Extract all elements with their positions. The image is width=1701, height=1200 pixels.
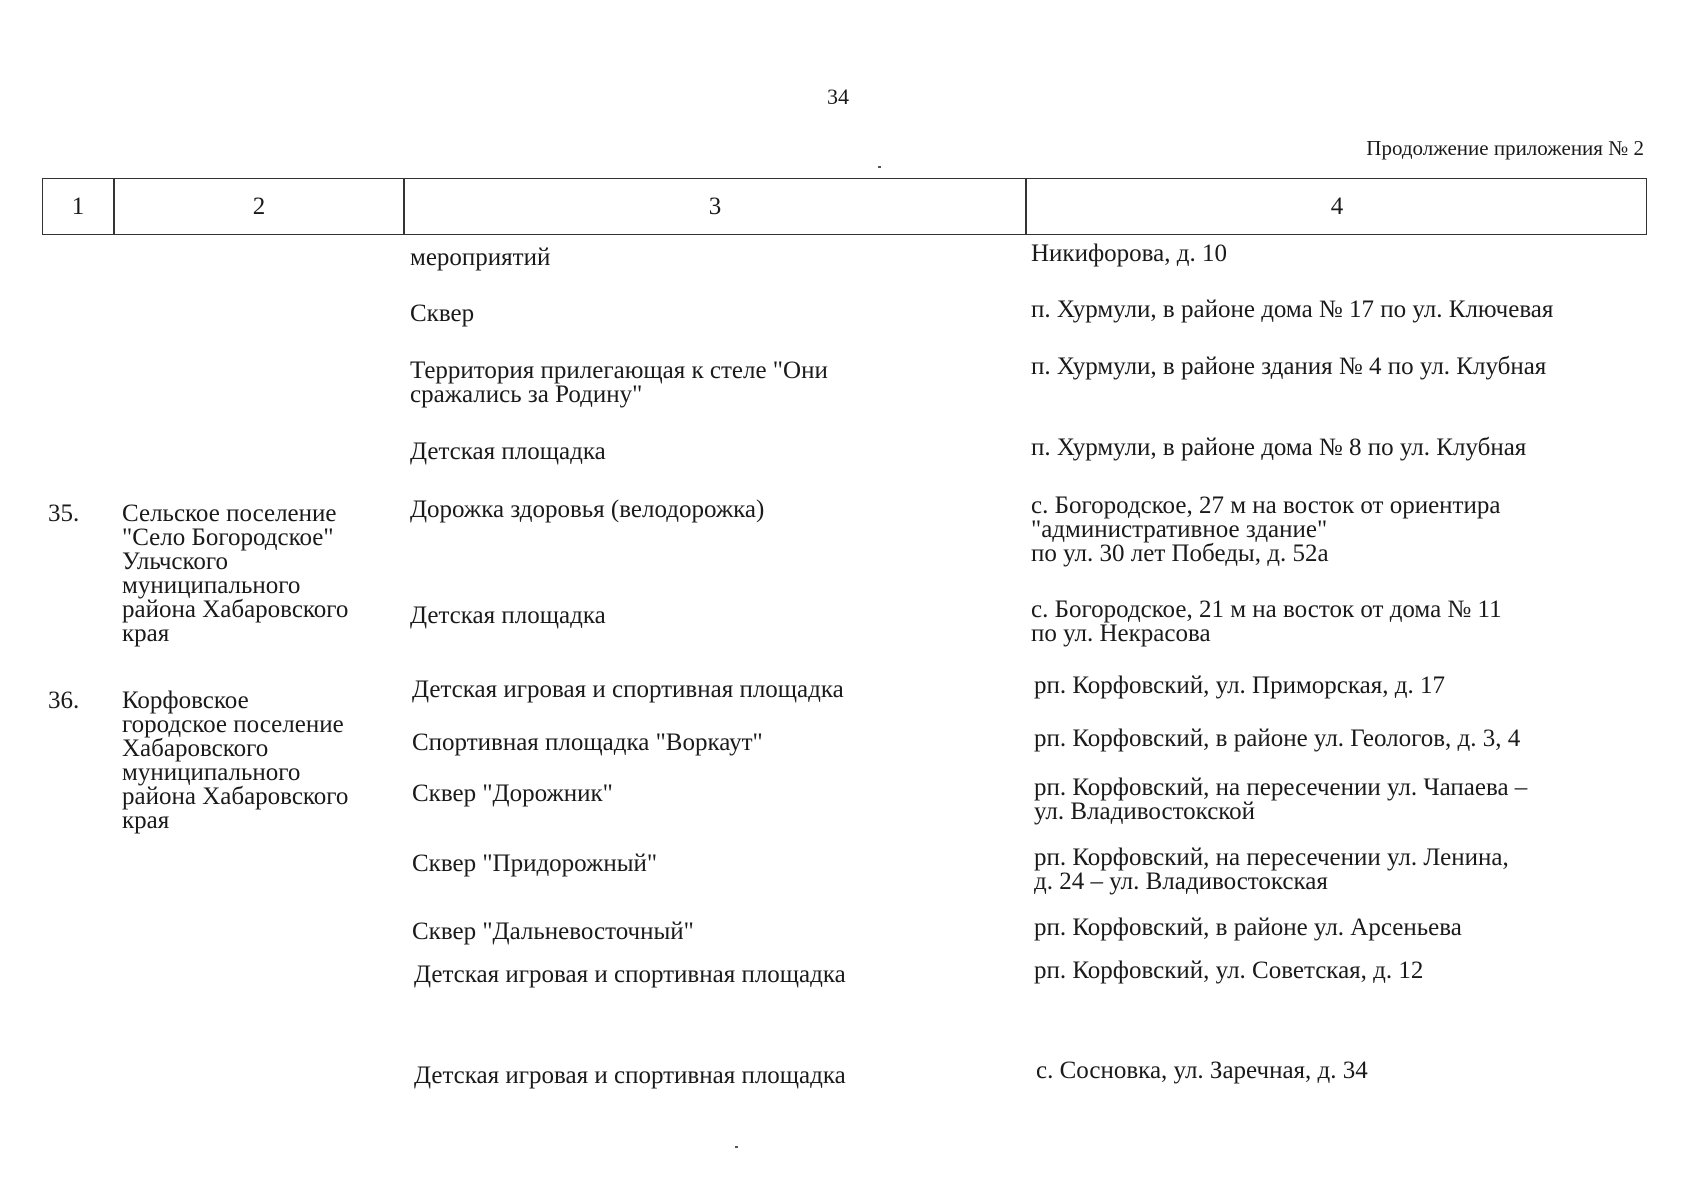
table-row-address: рп. Корфовский, на пересечении ул. Чапаева – ул. Владивостокской bbox=[1034, 774, 1528, 825]
table-row-municipality: Корфовское городское поселение Хабаровского муниципального района Хабаровского края bbox=[122, 687, 349, 834]
table-row-address: рп. Корфовский, ул. Советская, д. 12 bbox=[1034, 957, 1424, 984]
table-row-address: п. Хурмули, в районе здания № 4 по ул. Клубная bbox=[1031, 353, 1547, 380]
table-row-municipality: Сельское поселение "Село Богородское" Ульчского муниципального района Хабаровского края bbox=[122, 500, 349, 647]
table-row-address: рп. Корфовский, в районе ул. Геологов, д. 3, 4 bbox=[1034, 725, 1521, 752]
page-number: 34 bbox=[827, 84, 849, 109]
appendix-note: Продолжение приложения № 2 bbox=[1366, 136, 1644, 160]
table-row-address: с. Сосновка, ул. Заречная, д. 34 bbox=[1036, 1057, 1368, 1084]
table-row-address: с. Богородское, 27 м на восток от ориентира "административное здание" по ул. 30 лет Победы, д. 52а bbox=[1031, 492, 1501, 567]
table-row-object: Детская площадка bbox=[410, 438, 606, 465]
table-row-object: Детская игровая и спортивная площадка bbox=[414, 961, 846, 988]
scan-speck bbox=[735, 1146, 738, 1148]
table-row-object: Детская площадка bbox=[410, 602, 606, 629]
table-row-object: Территория прилегающая к стеле "Они сражались за Родину" bbox=[410, 357, 828, 408]
table-row-object: Спортивная площадка "Воркаут" bbox=[412, 729, 763, 756]
table-row-address: Никифорова, д. 10 bbox=[1031, 240, 1227, 267]
header-col-3: 3 bbox=[708, 192, 722, 220]
table-row-number: 35. bbox=[48, 500, 80, 527]
table-row-object: мероприятий bbox=[410, 244, 551, 271]
header-col-2: 2 bbox=[252, 192, 266, 220]
table-row-object: Сквер "Придорожный" bbox=[412, 850, 658, 877]
table-row-address: рп. Корфовский, в районе ул. Арсеньева bbox=[1034, 914, 1462, 941]
table-row-address: рп. Корфовский, ул. Приморская, д. 17 bbox=[1034, 672, 1445, 699]
table-row-object: Сквер "Дальневосточный" bbox=[412, 918, 694, 945]
table-row-address: п. Хурмули, в районе дома № 17 по ул. Ключевая bbox=[1031, 296, 1554, 323]
table-row-number: 36. bbox=[48, 687, 80, 714]
header-col-1: 1 bbox=[71, 192, 85, 220]
table-row-object: Сквер bbox=[410, 300, 475, 327]
header-col-4: 4 bbox=[1330, 192, 1344, 220]
table-row-address: рп. Корфовский, на пересечении ул. Ленина, д. 24 – ул. Владивостокская bbox=[1034, 844, 1509, 895]
scan-speck bbox=[878, 166, 881, 168]
table-row-object: Дорожка здоровья (велодорожка) bbox=[410, 496, 765, 523]
table-row-address: п. Хурмули, в районе дома № 8 по ул. Клубная bbox=[1031, 434, 1527, 461]
table-row-object: Сквер "Дорожник" bbox=[412, 780, 613, 807]
table-row-object: Детская игровая и спортивная площадка bbox=[412, 676, 844, 703]
table-row-address: с. Богородское, 21 м на восток от дома № 11 по ул. Некрасова bbox=[1031, 596, 1502, 647]
table-row-object: Детская игровая и спортивная площадка bbox=[414, 1062, 846, 1089]
table-header bbox=[42, 178, 1647, 235]
